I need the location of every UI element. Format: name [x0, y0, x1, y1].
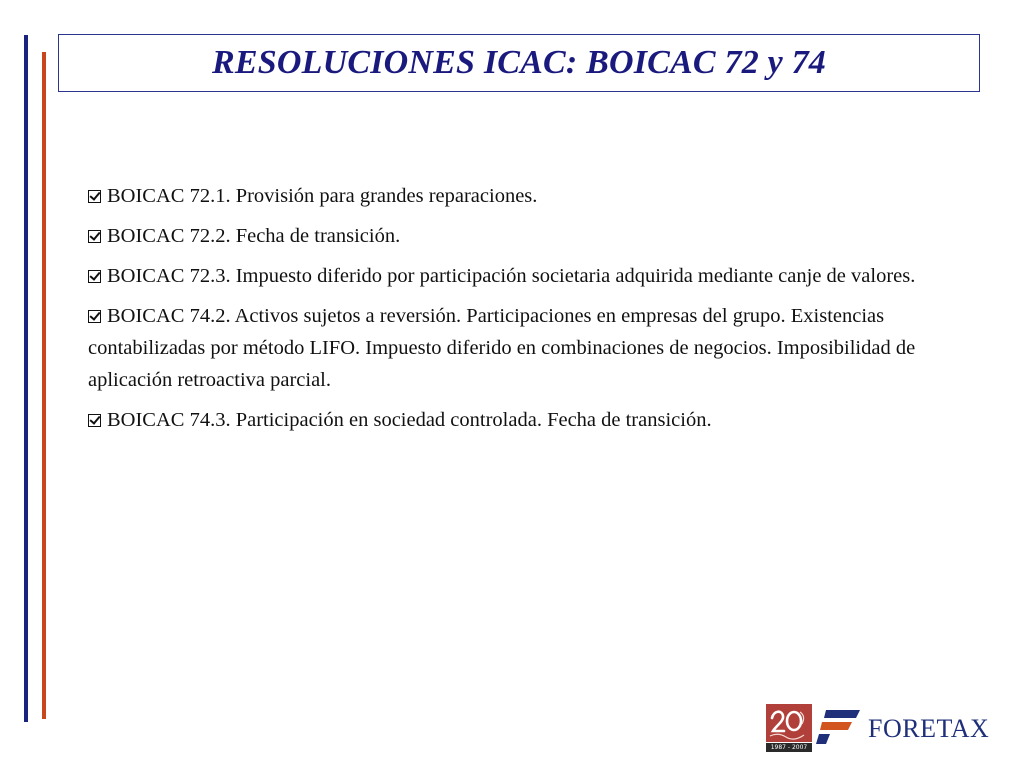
list-item: [88, 220, 978, 252]
left-accent-bar-navy: [24, 35, 28, 722]
list-item: [88, 300, 978, 396]
checked-box-icon: [88, 310, 101, 323]
checked-box-icon: [88, 414, 101, 427]
anniversary-20-emblem-icon: [766, 704, 812, 752]
emblem-art: [766, 704, 812, 742]
list-item-text: BOICAC 72.3. Impuesto diferido por participación societaria adquirida mediante canje de valores.: [107, 265, 916, 287]
list-item-text: BOICAC 72.2. Fecha de transición.: [107, 225, 401, 247]
list-item: [88, 260, 978, 292]
checked-box-icon: [88, 190, 101, 203]
list-item-text: BOICAC 74.2. Activos sujetos a reversión. Participaciones en empresas del grupo. Existencias contabilizadas por método LIFO. Impuesto diferido en combinaciones de negocios. Imposibilidad de aplicación retroactiva parcial.: [88, 305, 916, 391]
brand-name: FORETAX: [868, 714, 990, 743]
checked-box-icon: [88, 270, 101, 283]
bullet-list: [88, 180, 978, 444]
title-box: [58, 34, 980, 92]
foretax-f-logo-icon: [816, 706, 862, 748]
left-accent-bar-orange: [42, 52, 46, 719]
list-item: [88, 404, 978, 436]
page-title: RESOLUCIONES ICAC: BOICAC 72 y 74: [211, 44, 827, 81]
emblem-years: 1987 - 2007: [766, 743, 812, 752]
list-item: [88, 180, 978, 212]
list-item-text: BOICAC 74.3. Participación en sociedad controlada. Fecha de transición.: [107, 409, 712, 431]
list-item-text: BOICAC 72.1. Provisión para grandes reparaciones.: [107, 185, 538, 207]
checked-box-icon: [88, 230, 101, 243]
